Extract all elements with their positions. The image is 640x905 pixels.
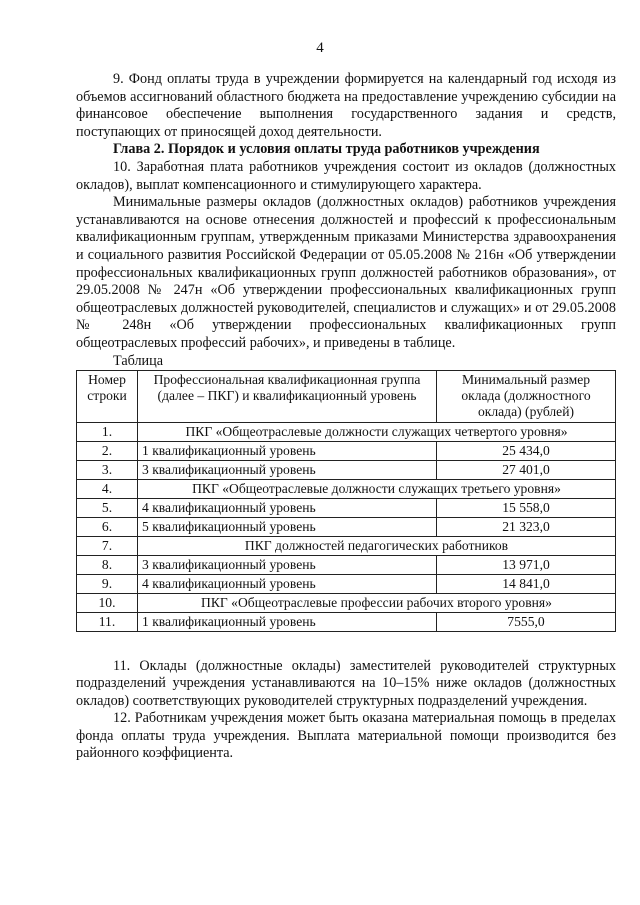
salary-table [76,370,616,632]
table-body [77,422,616,631]
row-number: 7. [77,536,138,555]
row-number: 11. [77,612,138,631]
qualification-level: 1 квалификационный уровень [138,441,437,460]
table-row [77,517,616,536]
min-salary-value: 7555,0 [437,612,616,631]
table-row [77,441,616,460]
header-group-level: Профессиональная квалификационная группа (далее – ПКГ) и квалификационный уровень [138,370,437,422]
page-number: 4 [316,40,324,56]
paragraph-min-salaries: Минимальные размеры окладов (должностных окладов) работников учреждения устанавливаются на основе отнесения должностей и профессий к профессиональным квалификационным группам, утвержденным приказами Министерства здравоохранения и социального развития Российской Федерации от 05.05.2008 № 216н «Об утверждении профессиональных квалификационных групп должностей работников образования», от 29.05.2008 № 247н «Об утверждении профессиональных квалификационных групп общеотраслевых должностей руководителей, специалистов и служащих» и от 29.05.2008 № 248н «Об утверждении профессиональных квалификационных групп общеотраслевых профессий рабочих», и приведены в таблице. [76,194,616,351]
group-title: ПКГ должностей педагогических работников [138,536,616,555]
table-header-row [77,370,616,422]
qualification-level: 3 квалификационный уровень [138,460,437,479]
paragraph-9: 9. Фонд оплаты труда в учреждении формируется на календарный год исходя из объемов ассигнований областного бюджета на предоставление учреждению субсидии на финансовое обеспечение выполнения государственного задания и средств, поступающих от приносящей доход деятельности. [76,71,616,140]
min-salary-value: 21 323,0 [437,517,616,536]
table-row [77,593,616,612]
table-row [77,555,616,574]
row-number: 8. [77,555,138,574]
min-salary-value: 13 971,0 [437,555,616,574]
group-title: ПКГ «Общеотраслевые профессии рабочих второго уровня» [138,593,616,612]
row-number: 2. [77,441,138,460]
document-body [76,71,616,763]
table-row [77,536,616,555]
table-row [77,422,616,441]
group-title: ПКГ «Общеотраслевые должности служащих третьего уровня» [138,479,616,498]
qualification-level: 4 квалификационный уровень [138,498,437,517]
table-row [77,460,616,479]
min-salary-value: 14 841,0 [437,574,616,593]
qualification-level: 4 квалификационный уровень [138,574,437,593]
row-number: 9. [77,574,138,593]
row-number: 10. [77,593,138,612]
chapter-heading: Глава 2. Порядок и условия оплаты труда работников учреждения [113,141,540,158]
row-number: 1. [77,422,138,441]
min-salary-value: 15 558,0 [437,498,616,517]
row-number: 5. [77,498,138,517]
table-row [77,479,616,498]
row-number: 4. [77,479,138,498]
qualification-level: 1 квалификационный уровень [138,612,437,631]
paragraph-12: 12. Работникам учреждения может быть оказана материальная помощь в пределах фонда оплаты труда учреждения. Выплата материальной помощи производится без районного коэффициента. [76,710,616,762]
table-caption: Таблица [113,352,164,369]
paragraph-10: 10. Заработная плата работников учреждения состоит из окладов (должностных окладов), выплат компенсационного и стимулирующего характера. [76,158,616,193]
min-salary-value: 27 401,0 [437,460,616,479]
spacer [76,632,616,658]
row-number: 3. [77,460,138,479]
table-row [77,498,616,517]
table-row [77,574,616,593]
row-number: 6. [77,517,138,536]
paragraph-11: 11. Оклады (должностные оклады) заместителей руководителей структурных подразделений учреждения устанавливаются на 10–15% ниже окладов (должностных окладов) соответствующих руководителей структурных подразделений учреждения. [76,657,616,709]
qualification-level: 5 квалификационный уровень [138,517,437,536]
table-row [77,612,616,631]
header-min-salary: Минимальный размер оклада (должностного оклада) (рублей) [437,370,616,422]
header-row-number: Номер строки [77,370,138,422]
group-title: ПКГ «Общеотраслевые должности служащих четвертого уровня» [138,422,616,441]
min-salary-value: 25 434,0 [437,441,616,460]
qualification-level: 3 квалификационный уровень [138,555,437,574]
